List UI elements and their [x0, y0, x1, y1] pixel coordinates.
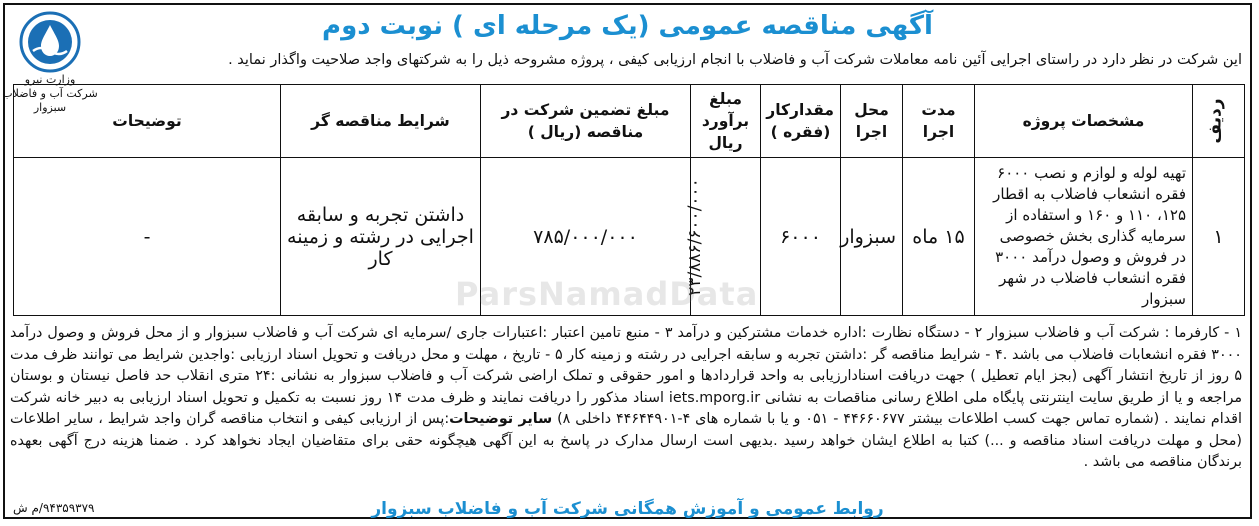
cell-location: سبزوار	[841, 158, 903, 316]
company-name: شرکت آب و فاضلاب سبزوار	[2, 87, 98, 114]
header-location: محل اجرا	[841, 85, 903, 158]
cell-quantity: ۶۰۰۰	[761, 158, 841, 316]
header-guarantee: مبلغ تضمین شرکت در مناقصه (ریال )	[481, 85, 691, 158]
intro-text: این شرکت در نظر دارد در راستای اجرایی آئین نامه معاملات شرکت آب و فاضلاب با انجام ارزیابی کیفی ، پروژه مشروحه ذیل را به شرکتهای واجد صلاحیت واگذار نماید .	[228, 52, 1242, 68]
notes-section	[10, 323, 1242, 474]
header-spec: مشخصات پروژه	[975, 85, 1193, 158]
cell-guarantee: ۷۸۵/۰۰۰/۰۰۰	[481, 158, 691, 316]
watermark-text: ParsNamadData	[455, 275, 759, 313]
header-conditions: شرایط مناقصه گر	[281, 85, 481, 158]
notes-more-label: سایر توضیحات	[449, 411, 553, 427]
footer-signature: روابط عمومی و آموزش همگانی شرکت آب و فاضلاب سبزوار	[371, 499, 884, 519]
notice-code: ۹۴۳۵۹۳۷۹/م ش	[13, 501, 95, 515]
header-estimate: مبلغ برآورد ریال	[691, 85, 761, 158]
cell-row-number: ۱	[1193, 158, 1245, 316]
ministry-name: وزارت نیرو	[24, 73, 76, 86]
cell-description: -	[14, 158, 281, 316]
table-header-row	[14, 85, 1245, 158]
header-duration: مدت اجرا	[903, 85, 975, 158]
cell-duration: ۱۵ ماه	[903, 158, 975, 316]
notice-page	[3, 3, 1252, 519]
notes-main: ۱ - کارفرما : شرکت آب و فاضلاب سبزوار ۲ - دستگاه نظارت :اداره خدمات مشترکین و درآمد ۳ - منبع تامین اعتبار :اعتبارات جاری /سرمایه ای شرکت آب و فاضلاب سبزوار و از محل فروش و وصول درآمد ۳۰۰۰ فقره انشعابات فاضلاب می باشد .۴ - شرایط مناقصه گر :داشتن تجربه و سابقه اجرایی در رشته و زمینه کار ۵ - تاریخ ، مهلت و محل دریافت و تحویل اسناد ارزیابی :واجدین شرایط می توانند ظرف مدت ۵ روز از تاریخ انتشار آگهی (بجز ایام تعطیل ) جهت دریافت اسنادارزیابی به واحد قراردادها و امور حقوقی و تملک اراضی شرکت آب و فاضلاب سبزوار به نشانی :۲۴ متری انقلاب حد فاصل نیستان و بوستان مراجعه و یا از طریق سایت اینترنتی پایگاه ملی اطلاع رسانی مناقصات به نشانی iets.mporg.ir اسناد مذکور را دریافت نمایند و ظرف مدت ۱۴ روز نسبت به تکمیل و تحویل اسناد ارزیابی به دبیر خانه شرکت اقدام نمایند . (شماره تماس جهت کسب اطلاعات بیشتر ۴۴۶۶۰۶۷۷ - ۰۵۱ و یا با شماره های ۴-۴۴۶۴۴۹۰۱ داخلی ۸)	[10, 325, 1243, 427]
header-row-number: ردیف	[1193, 85, 1245, 158]
header-quantity: مقدارکار (فقره )	[761, 85, 841, 158]
header-description: توضیحات	[14, 85, 281, 158]
notice-title: آگهی مناقصه عمومی (یک مرحله ای ) نوبت دوم	[322, 11, 933, 41]
cell-conditions: داشتن تجربه و سابقه اجرایی در رشته و زمینه کار	[281, 158, 481, 316]
notes-more: :پس از ارزیابی کیفی و انتخاب مناقصه گران واجد شرایط ، سایر اطلاعات (محل و مهلت دریافت اسناد مناقصه و ...) کتبا به اطلاع ایشان خواهد رسید .بدیهی است ارسال مدارک در پاسخ به این آگهی هیچگونه حقی برای متقاضیان ایجاد نخواهد کرد . ضمنا هزینه درج آگهی بعهده برندگان مناقصه می باشد .	[10, 411, 1242, 470]
cell-spec: تهیه لوله و لوازم و نصب ۶۰۰۰ فقره انشعاب فاضلاب به اقطار ۱۲۵، ۱۱۰ و ۱۶۰ و استفاده از سرمایه گذاری بخش خصوصی در فروش و وصول درآمد ۳۰۰۰ فقره انشعاب فاضلاب در شهر سبزوار	[975, 158, 1193, 316]
cell-estimate: ۲۳/۸۸۶/۶۰۰/۰۰۰	[691, 158, 761, 316]
